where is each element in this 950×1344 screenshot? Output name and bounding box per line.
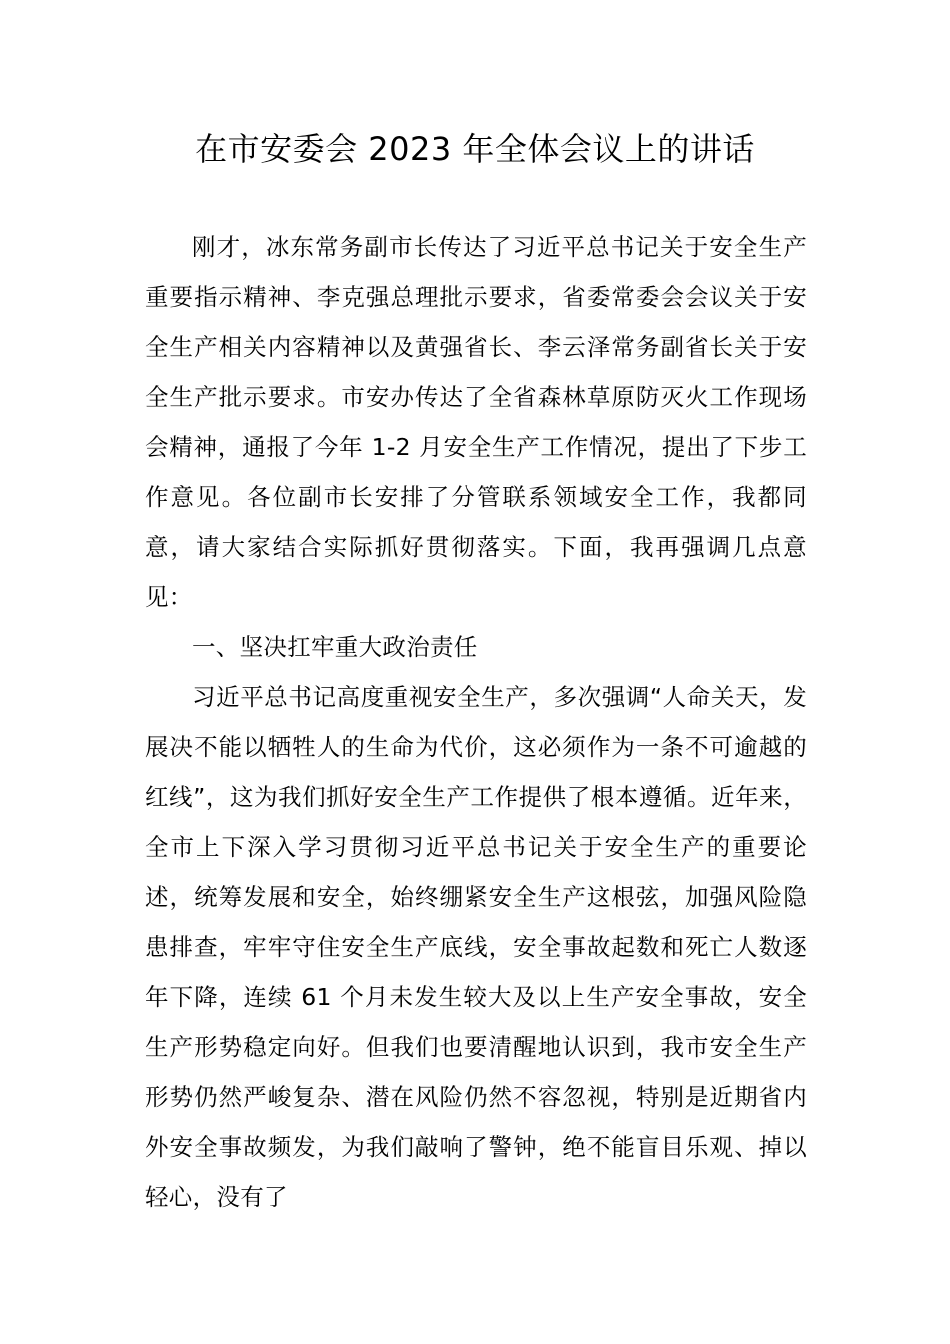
- document-title: 在市安委会 2023 年全体会议上的讲话: [195, 130, 755, 168]
- paragraph-intro: 刚才，冰东常务副市长传达了习近平总书记关于安全生产重要指示精神、李克强总理批示要求，省委常委会会议关于安全生产相关内容精神以及黄强省长、李云泽常务副省长关于安全生产批示要求。市安办传达了全省森林草原防灭火工作现场会精神，通报了今年 1-2 月安全生产工作情况，提出了下步工作意见。各位副市长安排了分管联系领域安全工作，我都同意，请大家结合实际抓好贯彻落实。下面，我再强调几点意见：: [145, 233, 807, 611]
- document-body: [145, 222, 807, 1222]
- paragraph-section-1: 习近平总书记高度重视安全生产，多次强调“人命关天，发展决不能以牺牲人的生命为代价，这必须作为一条不可逾越的红线”，这为我们抓好安全生产工作提供了根本遵循。近年来，全市上下深入学习贯彻习近平总书记关于安全生产的重要论述，统筹发展和安全，始终绷紧安全生产这根弦，加强风险隐患排查，牢牢守住安全生产底线，安全事故起数和死亡人数逐年下降，连续 61 个月未发生较大及以上生产安全事故，安全生产形势稳定向好。但我们也要清醒地认识到，我市安全生产形势仍然严峻复杂、潜在风险仍然不容忽视，特别是近期省内外安全事故频发，为我们敲响了警钟，绝不能盲目乐观、掉以轻心，没有了: [145, 683, 807, 1211]
- section-heading-1: 一、坚决扛牢重大政治责任: [192, 633, 478, 661]
